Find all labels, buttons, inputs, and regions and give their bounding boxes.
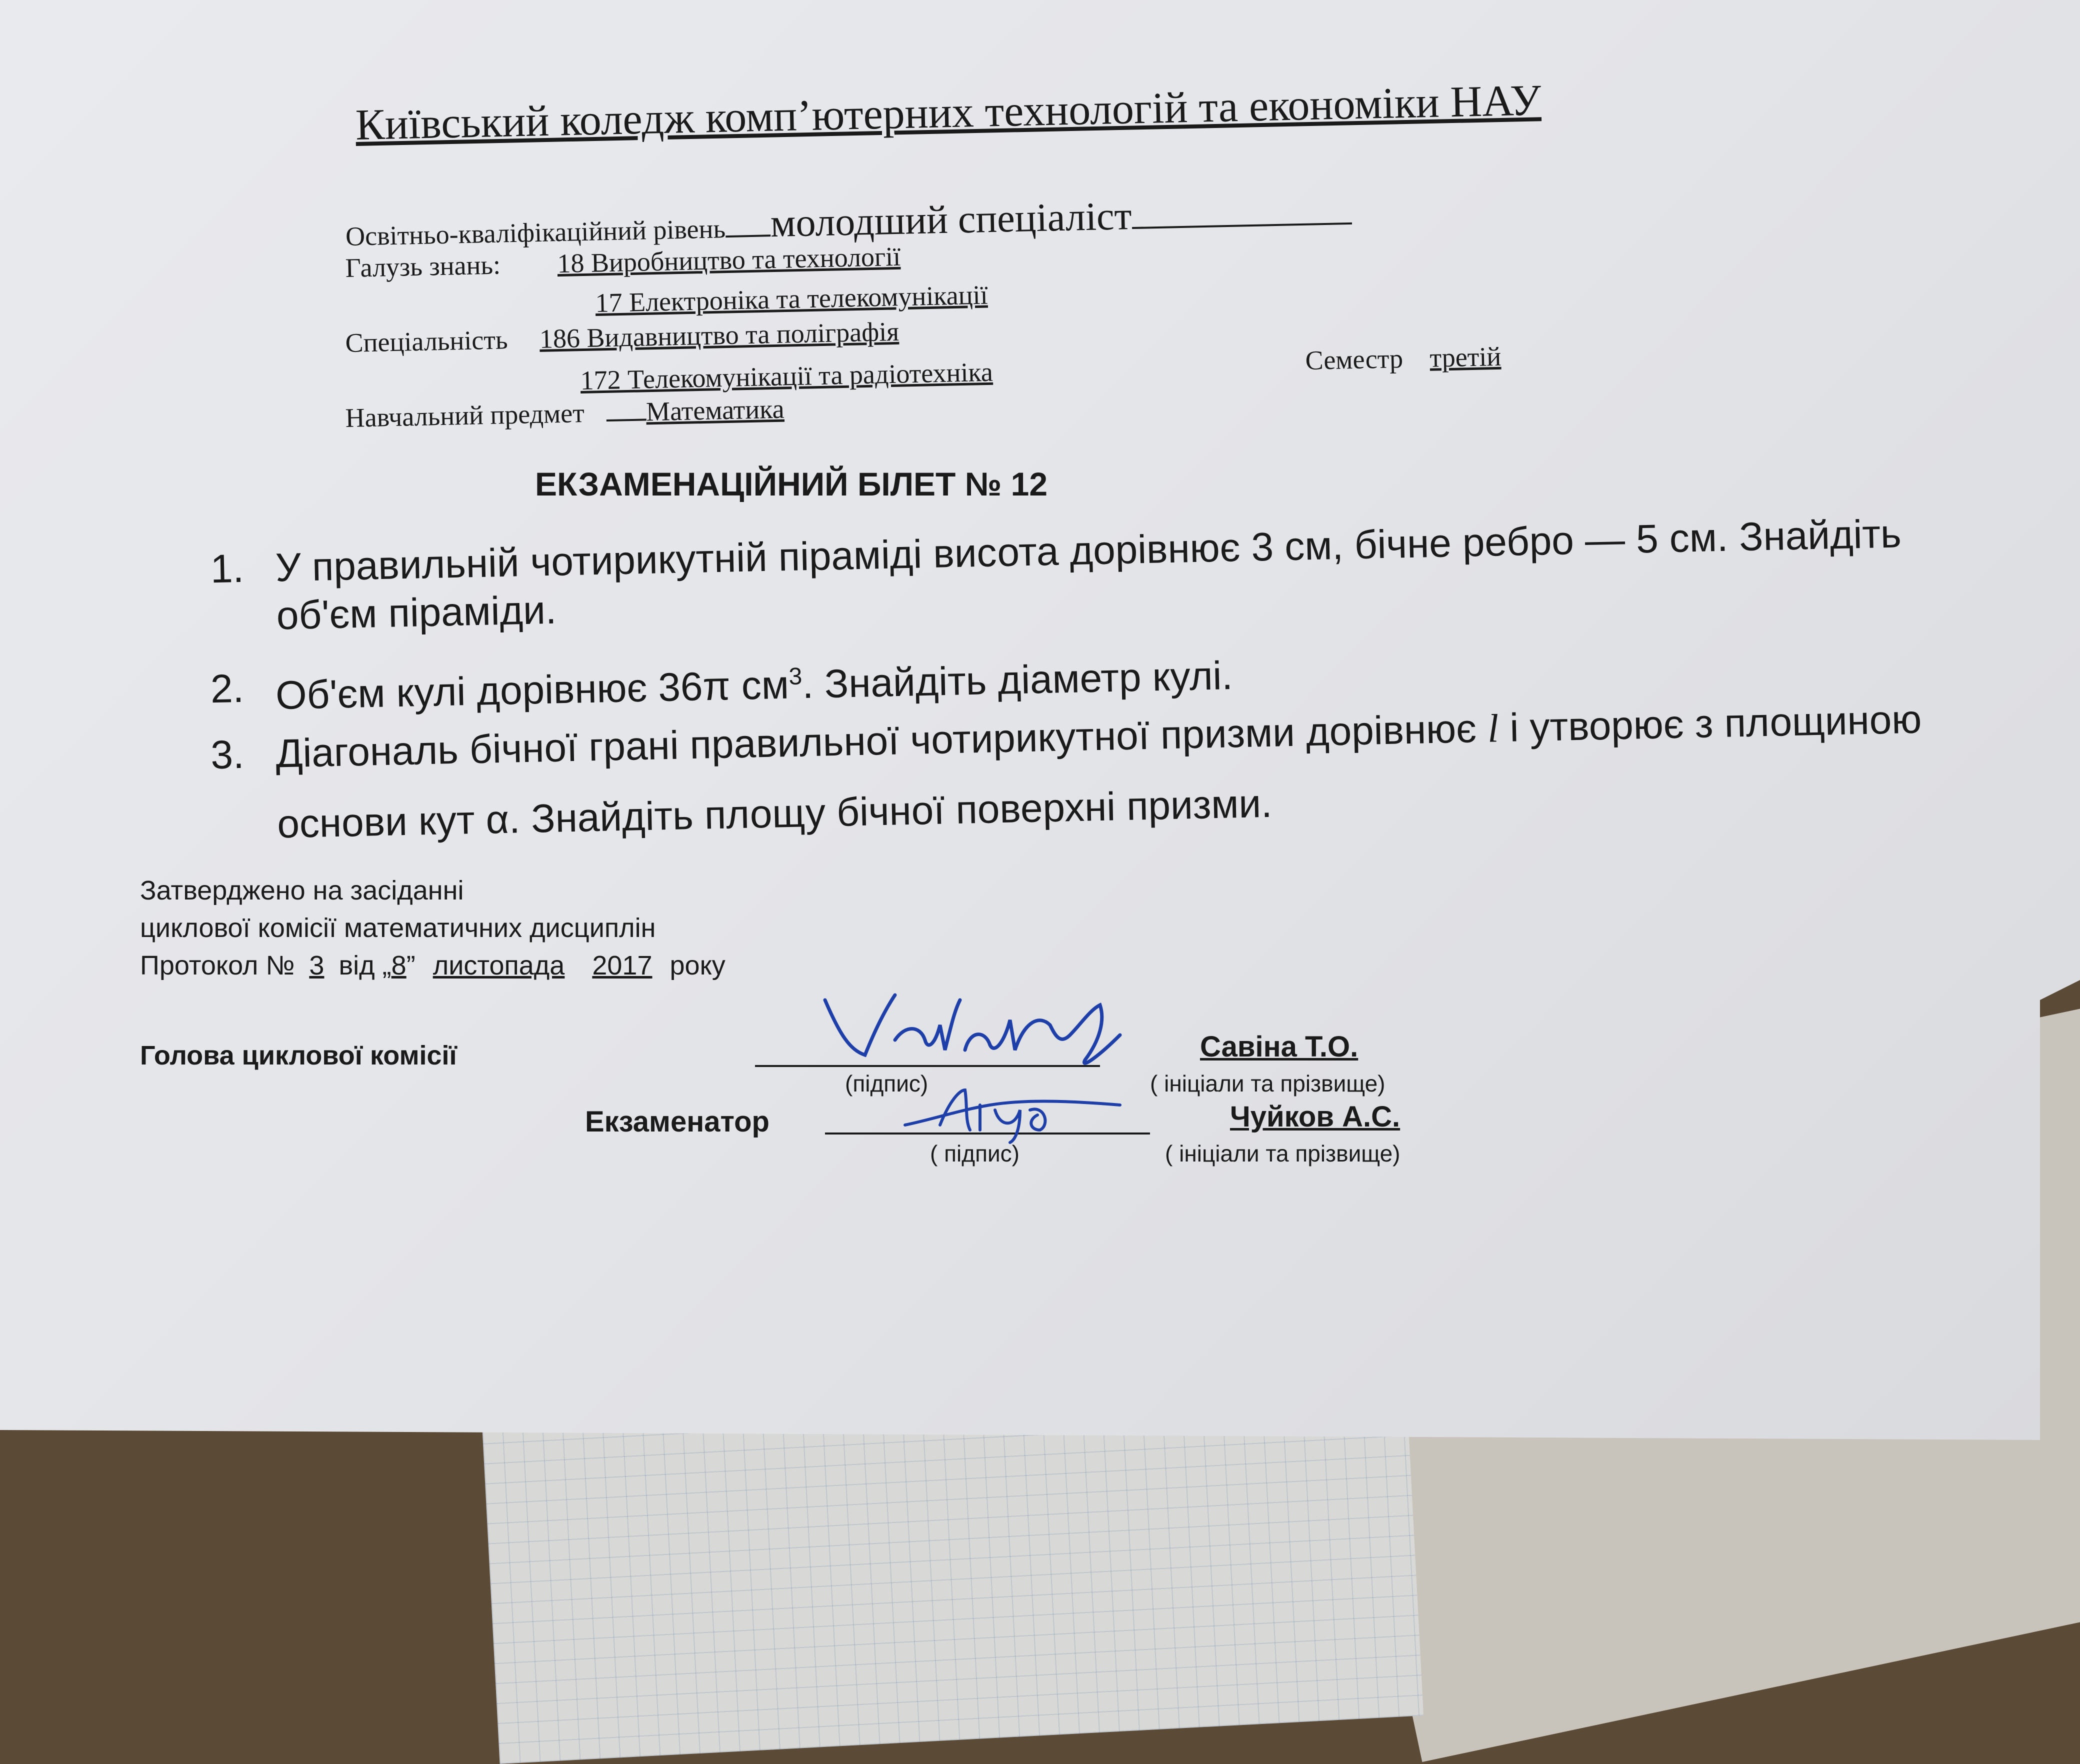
task-text: Діагональ бічної грані правильної чотирикутної призми дорівнює l і утворює з площиною основи кут α. Знайдіть площу бічної поверхні призми. bbox=[275, 696, 1922, 846]
semester-label: Семестр bbox=[1305, 343, 1404, 376]
specialty-value-2: 172 Телекомунікації та радіотехніка bbox=[580, 356, 994, 396]
field-label: Галузь знань: bbox=[345, 250, 501, 283]
head-label: Голова циклової комісії bbox=[140, 1040, 457, 1070]
task-1 bbox=[210, 509, 1926, 641]
protocol-month: листопада bbox=[432, 950, 565, 980]
head-signature bbox=[820, 980, 1130, 1080]
examiner-name: Чуйков А.С. bbox=[1230, 1100, 1400, 1133]
field-value-2: 17 Електроніка та телекомунікації bbox=[595, 280, 988, 318]
task-number: 1. bbox=[210, 546, 244, 592]
subject-label: Навчальний предмет bbox=[345, 398, 585, 433]
specialty-row bbox=[345, 316, 900, 358]
initials-note-1: ( ініціали та прізвище) bbox=[1150, 1070, 1386, 1096]
protocol-number: 3 bbox=[309, 950, 324, 980]
semester-row bbox=[1305, 341, 1502, 376]
signature-note-1: (підпис) bbox=[845, 1070, 928, 1096]
task-text: У правильній чотирикутній піраміді висота дорівнює 3 см, бічне ребро — 5 см. Знайдіть об'єм піраміди. bbox=[275, 511, 1902, 638]
level-value: молодший спеціаліст bbox=[770, 194, 1132, 246]
subject-row bbox=[345, 394, 784, 434]
signature-note-2: ( підпис) bbox=[930, 1140, 1020, 1166]
protocol-line: Протокол № 3 від „8” листопада 2017 року bbox=[140, 950, 726, 980]
specialty-value-1: 186 Видавництво та поліграфія bbox=[539, 316, 900, 354]
task-number: 3. bbox=[210, 732, 245, 778]
task-text: Об'єм кулі дорівнює 36π $см^3$. Знайдіть діаметр кулі. bbox=[275, 653, 1234, 718]
approved-line-1: Затверджено на засіданні bbox=[140, 876, 464, 906]
level-label: Освітньо-кваліфікаційний рівень bbox=[345, 214, 726, 252]
task-number: 2. bbox=[210, 666, 244, 712]
protocol-year: 2017 bbox=[592, 950, 652, 980]
protocol-day: 8 bbox=[391, 950, 406, 980]
subject-value: Математика bbox=[646, 394, 785, 427]
field-value-1: 18 Виробництво та технології bbox=[556, 241, 901, 279]
initials-note-2: ( ініціали та прізвище) bbox=[1165, 1140, 1400, 1166]
semester-value: третій bbox=[1429, 341, 1502, 373]
examiner-label: Екзаменатор bbox=[585, 1106, 770, 1138]
variable-l: l bbox=[1487, 706, 1500, 751]
approved-line-2: циклової комісії математичних дисциплін bbox=[140, 913, 656, 943]
ticket-title: ЕКЗАМЕНАЦІЙНИЙ БІЛЕТ № 12 bbox=[535, 466, 1048, 502]
examiner-signature bbox=[900, 1080, 1140, 1145]
college-title: Київський коледж комп’ютерних технологій та економіки НАУ bbox=[355, 76, 1542, 150]
head-name: Савіна Т.О. bbox=[1200, 1030, 1358, 1063]
specialty-label: Спеціальність bbox=[345, 324, 508, 358]
superscript: 3 bbox=[788, 663, 802, 690]
